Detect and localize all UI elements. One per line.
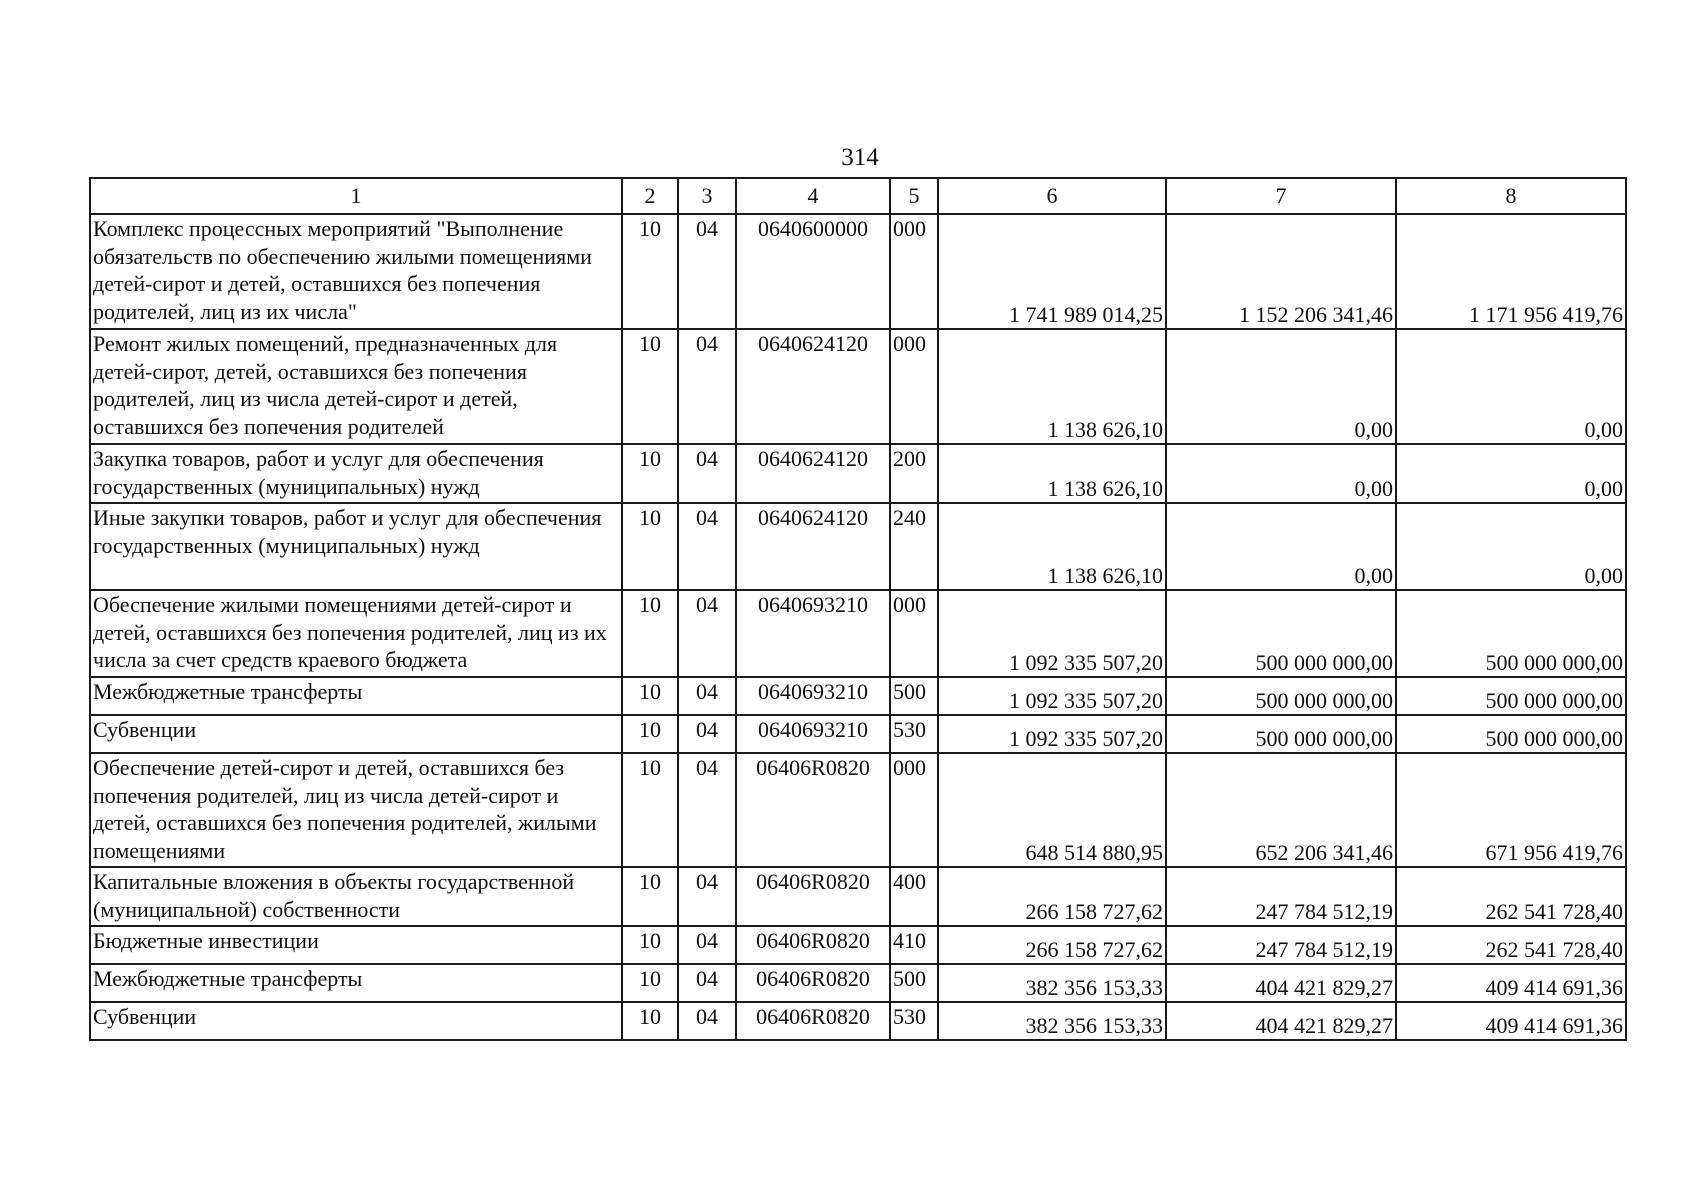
subsection-code: 04 bbox=[678, 329, 736, 444]
subsection-code: 04 bbox=[678, 715, 736, 753]
section-code: 10 bbox=[622, 1002, 678, 1040]
subsection-code: 04 bbox=[678, 964, 736, 1002]
table-row bbox=[90, 926, 1626, 964]
budget-table bbox=[89, 177, 1627, 1041]
table-row bbox=[90, 590, 1626, 677]
table-row bbox=[90, 503, 1626, 590]
amount-col7: 0,00 bbox=[1166, 503, 1396, 590]
expense-type-code: 410 bbox=[890, 926, 938, 964]
target-article-code: 06406R0820 bbox=[736, 1002, 890, 1040]
target-article-code: 06406R0820 bbox=[736, 964, 890, 1002]
row-name: Субвенции bbox=[90, 1002, 622, 1040]
row-name: Межбюджетные трансферты bbox=[90, 964, 622, 1002]
page-number: 314 bbox=[841, 144, 879, 171]
expense-type-code: 400 bbox=[890, 867, 938, 926]
table-row bbox=[90, 964, 1626, 1002]
amount-col8: 0,00 bbox=[1396, 503, 1626, 590]
amount-col7: 500 000 000,00 bbox=[1166, 590, 1396, 677]
amount-col6: 1 138 626,10 bbox=[938, 503, 1166, 590]
amount-col8: 409 414 691,36 bbox=[1396, 964, 1626, 1002]
row-name: Обеспечение детей-сирот и детей, оставшихся без попечения родителей, лиц из числа детей-сирот и детей, оставшихся без попечения родителей, жилыми помещениями bbox=[90, 753, 622, 867]
table-row bbox=[90, 1002, 1626, 1040]
target-article-code: 0640693210 bbox=[736, 677, 890, 715]
section-code: 10 bbox=[622, 503, 678, 590]
amount-col7: 404 421 829,27 bbox=[1166, 1002, 1396, 1040]
subsection-code: 04 bbox=[678, 590, 736, 677]
expense-type-code: 530 bbox=[890, 715, 938, 753]
row-name: Субвенции bbox=[90, 715, 622, 753]
amount-col6: 382 356 153,33 bbox=[938, 964, 1166, 1002]
amount-col7: 652 206 341,46 bbox=[1166, 753, 1396, 867]
amount-col6: 648 514 880,95 bbox=[938, 753, 1166, 867]
subsection-code: 04 bbox=[678, 926, 736, 964]
amount-col8: 500 000 000,00 bbox=[1396, 715, 1626, 753]
amount-col7: 404 421 829,27 bbox=[1166, 964, 1396, 1002]
row-name: Обеспечение жилыми помещениями детей-сирот и детей, оставшихся без попечения родителей, лиц из их числа за счет средств краевого бюджета bbox=[90, 590, 622, 677]
row-name: Иные закупки товаров, работ и услуг для обеспечения государственных (муниципальных) нужд bbox=[90, 503, 622, 590]
amount-col6: 1 741 989 014,25 bbox=[938, 214, 1166, 329]
target-article-code: 06406R0820 bbox=[736, 926, 890, 964]
amount-col8: 262 541 728,40 bbox=[1396, 926, 1626, 964]
amount-col6: 1 138 626,10 bbox=[938, 329, 1166, 444]
amount-col8: 1 171 956 419,76 bbox=[1396, 214, 1626, 329]
column-header: 6 bbox=[938, 178, 1166, 214]
expense-type-code: 000 bbox=[890, 590, 938, 677]
amount-col6: 1 092 335 507,20 bbox=[938, 677, 1166, 715]
table-row bbox=[90, 867, 1626, 926]
amount-col8: 671 956 419,76 bbox=[1396, 753, 1626, 867]
expense-type-code: 000 bbox=[890, 329, 938, 444]
expense-type-code: 500 bbox=[890, 677, 938, 715]
target-article-code: 06406R0820 bbox=[736, 867, 890, 926]
amount-col8: 500 000 000,00 bbox=[1396, 677, 1626, 715]
section-code: 10 bbox=[622, 715, 678, 753]
target-article-code: 06406R0820 bbox=[736, 753, 890, 867]
column-header: 1 bbox=[90, 178, 622, 214]
subsection-code: 04 bbox=[678, 214, 736, 329]
column-header: 4 bbox=[736, 178, 890, 214]
expense-type-code: 500 bbox=[890, 964, 938, 1002]
expense-type-code: 200 bbox=[890, 444, 938, 503]
target-article-code: 0640600000 bbox=[736, 214, 890, 329]
subsection-code: 04 bbox=[678, 444, 736, 503]
amount-col7: 500 000 000,00 bbox=[1166, 715, 1396, 753]
column-header: 8 bbox=[1396, 178, 1626, 214]
expense-type-code: 240 bbox=[890, 503, 938, 590]
section-code: 10 bbox=[622, 867, 678, 926]
target-article-code: 0640624120 bbox=[736, 329, 890, 444]
section-code: 10 bbox=[622, 753, 678, 867]
row-name: Межбюджетные трансферты bbox=[90, 677, 622, 715]
row-name: Закупка товаров, работ и услуг для обеспечения государственных (муниципальных) нужд bbox=[90, 444, 622, 503]
amount-col7: 0,00 bbox=[1166, 444, 1396, 503]
target-article-code: 0640624120 bbox=[736, 503, 890, 590]
table-row bbox=[90, 329, 1626, 444]
amount-col8: 500 000 000,00 bbox=[1396, 590, 1626, 677]
column-header: 2 bbox=[622, 178, 678, 214]
table-row bbox=[90, 753, 1626, 867]
amount-col6: 266 158 727,62 bbox=[938, 867, 1166, 926]
target-article-code: 0640693210 bbox=[736, 590, 890, 677]
row-name: Ремонт жилых помещений, предназначенных для детей-сирот, детей, оставшихся без попечения родителей, лиц из числа детей-сирот и детей, оставшихся без попечения родителей bbox=[90, 329, 622, 444]
amount-col7: 0,00 bbox=[1166, 329, 1396, 444]
expense-type-code: 000 bbox=[890, 214, 938, 329]
table-row bbox=[90, 444, 1626, 503]
expense-type-code: 000 bbox=[890, 753, 938, 867]
target-article-code: 0640624120 bbox=[736, 444, 890, 503]
section-code: 10 bbox=[622, 926, 678, 964]
section-code: 10 bbox=[622, 214, 678, 329]
column-header: 5 bbox=[890, 178, 938, 214]
row-name: Комплекс процессных мероприятий "Выполнение обязательств по обеспечению жилыми помещениями детей-сирот и детей, оставшихся без попечения родителей, лиц из их числа" bbox=[90, 214, 622, 329]
expense-type-code: 530 bbox=[890, 1002, 938, 1040]
amount-col6: 266 158 727,62 bbox=[938, 926, 1166, 964]
amount-col8: 409 414 691,36 bbox=[1396, 1002, 1626, 1040]
amount-col8: 262 541 728,40 bbox=[1396, 867, 1626, 926]
section-code: 10 bbox=[622, 329, 678, 444]
amount-col6: 1 092 335 507,20 bbox=[938, 590, 1166, 677]
section-code: 10 bbox=[622, 964, 678, 1002]
column-header: 3 bbox=[678, 178, 736, 214]
amount-col6: 382 356 153,33 bbox=[938, 1002, 1166, 1040]
subsection-code: 04 bbox=[678, 677, 736, 715]
amount-col7: 247 784 512,19 bbox=[1166, 926, 1396, 964]
subsection-code: 04 bbox=[678, 753, 736, 867]
table-row bbox=[90, 715, 1626, 753]
target-article-code: 0640693210 bbox=[736, 715, 890, 753]
amount-col7: 1 152 206 341,46 bbox=[1166, 214, 1396, 329]
amount-col7: 500 000 000,00 bbox=[1166, 677, 1396, 715]
table-row bbox=[90, 214, 1626, 329]
table-header-row bbox=[90, 178, 1626, 214]
amount-col8: 0,00 bbox=[1396, 329, 1626, 444]
section-code: 10 bbox=[622, 677, 678, 715]
section-code: 10 bbox=[622, 444, 678, 503]
table-row bbox=[90, 677, 1626, 715]
amount-col7: 247 784 512,19 bbox=[1166, 867, 1396, 926]
subsection-code: 04 bbox=[678, 503, 736, 590]
row-name: Капитальные вложения в объекты государственной (муниципальной) собственности bbox=[90, 867, 622, 926]
section-code: 10 bbox=[622, 590, 678, 677]
amount-col6: 1 092 335 507,20 bbox=[938, 715, 1166, 753]
amount-col8: 0,00 bbox=[1396, 444, 1626, 503]
row-name: Бюджетные инвестиции bbox=[90, 926, 622, 964]
subsection-code: 04 bbox=[678, 1002, 736, 1040]
subsection-code: 04 bbox=[678, 867, 736, 926]
amount-col6: 1 138 626,10 bbox=[938, 444, 1166, 503]
column-header: 7 bbox=[1166, 178, 1396, 214]
